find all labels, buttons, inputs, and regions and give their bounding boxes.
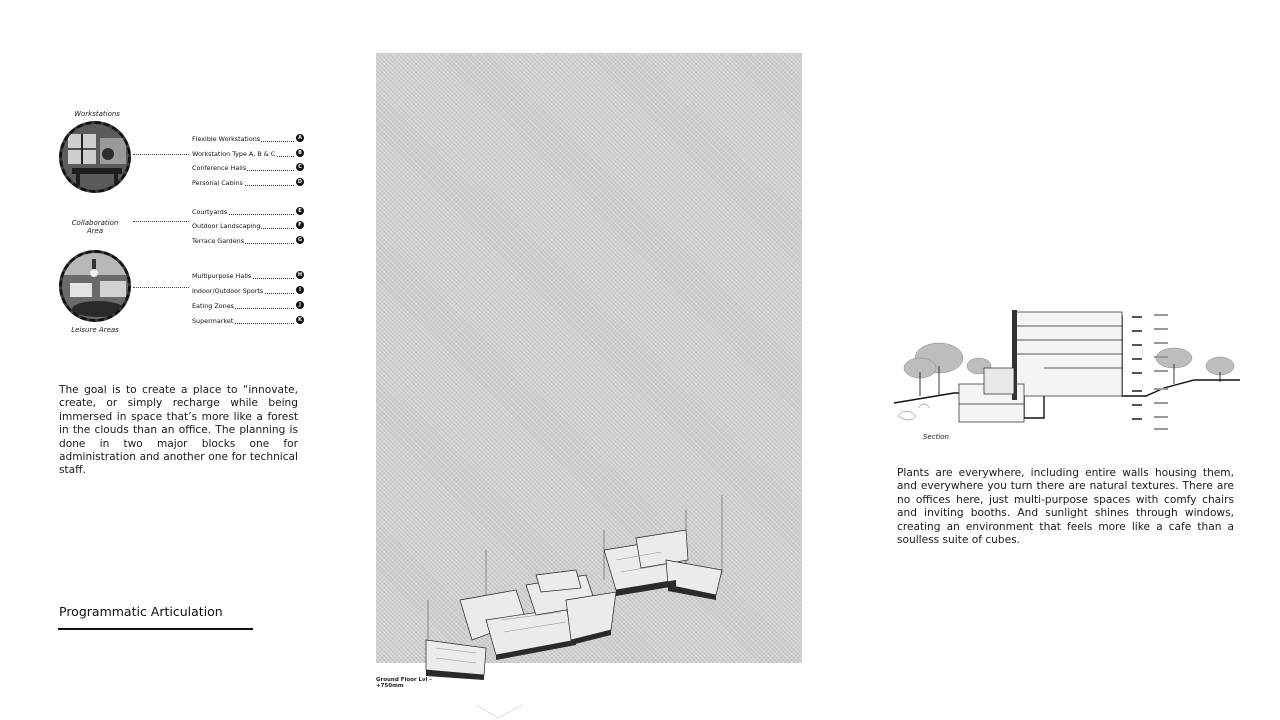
section-drawing	[884, 308, 1244, 436]
program-item	[192, 177, 304, 189]
heading-underline	[58, 628, 253, 630]
program-badge: E	[296, 207, 304, 215]
program-badge: H	[297, 272, 303, 278]
workstations-image	[59, 121, 131, 193]
section-caption: Section	[922, 433, 949, 441]
floor-plan-label	[376, 677, 432, 689]
program-item	[192, 300, 304, 312]
program-label: Supermarket	[192, 317, 234, 325]
connector-line	[133, 287, 189, 288]
program-label: Indoor/Outdoor Sports	[192, 287, 264, 295]
collaboration-caption	[60, 219, 130, 235]
program-badge: C	[296, 163, 304, 171]
connector-line	[133, 221, 189, 222]
connector-line	[133, 154, 189, 155]
page-heading: Programmatic Articulation	[59, 604, 223, 619]
floor-plan-label-line2: +750mm	[376, 683, 404, 689]
program-item	[192, 285, 304, 297]
program-item	[192, 148, 304, 160]
program-label: Outdoor Landscaping	[192, 222, 261, 230]
program-item	[192, 220, 304, 232]
program-label: Workstation Type A, B & C	[192, 150, 276, 158]
program-badge: I	[296, 286, 304, 294]
program-item	[192, 270, 304, 282]
program-item	[192, 133, 304, 145]
program-label: Terrace Gardens	[192, 237, 245, 245]
program-label: Eating Zones	[192, 302, 234, 310]
program-badge: G	[297, 237, 303, 243]
program-item	[192, 315, 304, 327]
program-label: Personal Cabins	[192, 179, 243, 187]
program-badge: A	[296, 134, 304, 142]
program-label: Multipurpose Halls	[192, 272, 252, 280]
program-item	[192, 162, 304, 174]
program-label: Flexible Workstations	[192, 135, 261, 143]
left-paragraph: The goal is to create a place to “innovate, create, or simply recharge while being immersed in space that’s more like a forest in the clouds than an office. The planning is done in two major blocks one for administration and another one for technical staff.	[59, 384, 298, 477]
program-label: Courtyards	[192, 208, 228, 216]
program-label: Conference Halls	[192, 164, 247, 172]
floor-plan-label-line1: Ground Floor Lvl -	[376, 677, 432, 683]
program-badge: K	[296, 316, 304, 324]
program-badge: D	[297, 179, 303, 185]
program-badge: J	[296, 301, 304, 309]
program-item	[192, 206, 304, 218]
floor-plan-drawing	[376, 480, 802, 720]
collaboration-caption-line1: Collaboration	[71, 219, 119, 227]
leisure-image	[59, 250, 131, 322]
workstations-caption: Workstations	[74, 110, 120, 118]
program-badge: B	[296, 149, 304, 157]
program-badge: F	[296, 221, 304, 229]
leisure-caption: Leisure Areas	[71, 326, 119, 334]
building-blocks	[426, 530, 722, 675]
collaboration-caption-line2: Area	[86, 227, 104, 235]
right-paragraph: Plants are everywhere, including entire walls housing them, and everywhere you turn there are natural textures. There are no offices here, just multi-purpose spaces with comfy chairs and inviting booths. And sunlight shines through windows, creating an environment that feels more like a cafe than a soulless suite of cubes.	[897, 467, 1234, 547]
program-item	[192, 235, 304, 247]
